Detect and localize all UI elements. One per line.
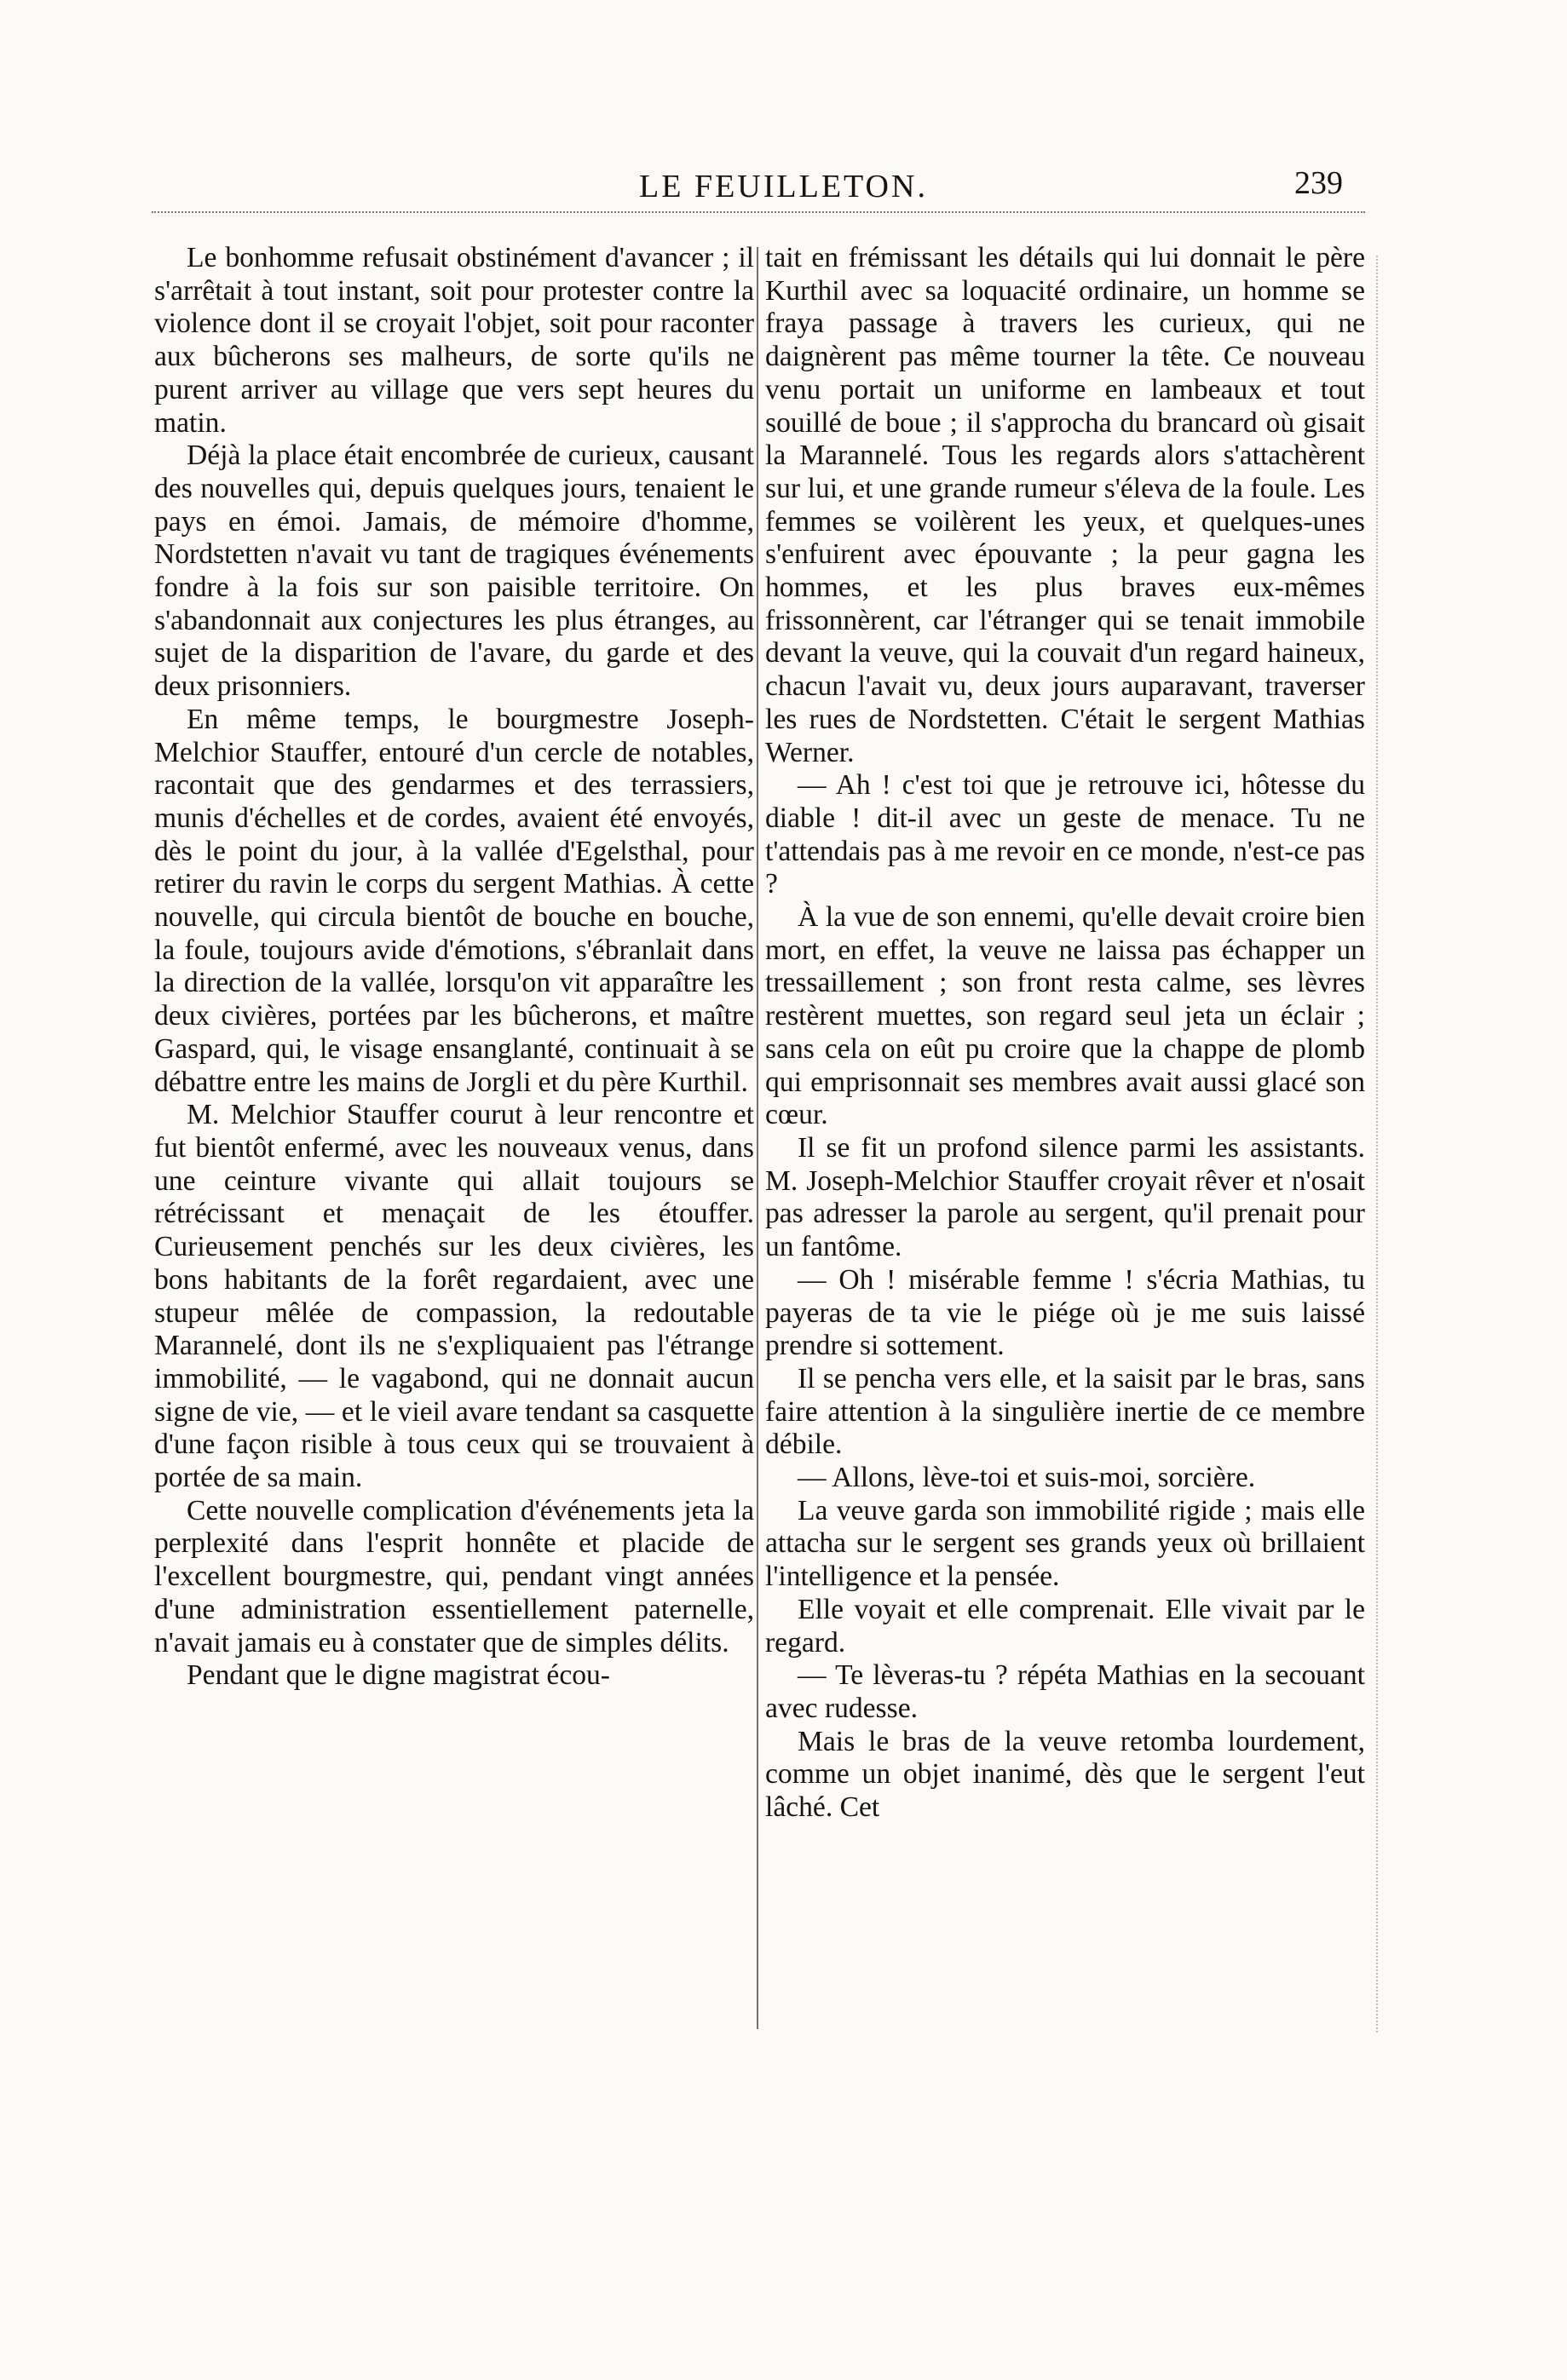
right-margin-rule [1376, 256, 1378, 2032]
header-rule [152, 211, 1365, 213]
paragraph: Il se fit un profond silence parmi les assistants. M. Joseph-Melchior Stauffer croyait rêver et n'osait pas adresser la parole au sergent, qu'il prenait pour un fantôme. [765, 1131, 1365, 1263]
running-head: LE FEUILLETON. [639, 169, 928, 204]
paragraph: À la vue de son ennemi, qu'elle devait croire bien mort, en effet, la veuve ne laissa pas échapper un tressaillement ; son front resta calme, ses lèvres restèrent muettes, son regard seul jeta un éclair ; sans cela on eût pu croire que la chappe de plomb qui emprisonnait ses membres avait aussi glacé son cœur. [765, 901, 1365, 1131]
paragraph: — Allons, lève-toi et suis-moi, sorcière. [798, 1462, 1256, 1494]
paragraph: Le bonhomme refusait obstinément d'avancer ; il s'arrêtait à tout instant, soit pour protester contre la violence dont il se croyait l'objet, soit pour raconter aux bûcherons ses malheurs, de sorte qu'ils ne purent arriver au village que vers sept heures du matin. [154, 242, 754, 439]
left-column [154, 242, 754, 1693]
paragraph: — Oh ! misérable femme ! s'écria Mathias, tu payeras de ta vie le piége où je me suis laissé prendre si sottement. [765, 1263, 1365, 1362]
right-column [765, 242, 1365, 1825]
paragraph: Il se pencha vers elle, et la saisit par le bras, sans faire attention à la singulière inertie de ce membre débile. [765, 1362, 1365, 1461]
column-divider [757, 247, 758, 2029]
paragraph: — Ah ! c'est toi que je retrouve ici, hôtesse du diable ! dit-il avec un geste de menace. Tu ne t'attendais pas à me revoir en ce monde, n'est-ce pas ? [765, 769, 1365, 900]
paragraph: Mais le bras de la veuve retomba lourdement, comme un objet inanimé, dès que le sergent l'eut lâché. Cet [765, 1725, 1365, 1824]
page-number: 239 [1294, 165, 1343, 201]
paragraph: Elle voyait et elle comprenait. Elle vivait par le regard. [765, 1593, 1365, 1659]
paragraph: M. Melchior Stauffer courut à leur rencontre et fut bientôt enfermé, avec les nouveaux venus, dans une ceinture vivante qui allait toujours se rétrécissant et menaçait de les étouffer. Curieusement penchés sur les deux civières, les bons habitants de la forêt regardaient, avec une stupeur mêlée de compassion, la redoutable Marannelé, dont ils ne s'expliquaient pas l'étrange immobilité, — le vagabond, qui ne donnait aucun signe de vie, — et le vieil avare tendant sa casquette d'une façon risible à tous ceux qui se trouvaient à portée de sa main. [154, 1099, 754, 1494]
paragraph: En même temps, le bourgmestre Joseph-Melchior Stauffer, entouré d'un cercle de notables, racontait que des gendarmes et des terrassiers, munis d'échelles et de cordes, avaient été envoyés, dès le point du jour, à la vallée d'Egelsthal, pour retirer du ravin le corps du sergent Mathias. À cette nouvelle, qui circula bientôt de bouche en bouche, la foule, toujours avide d'émotions, s'ébranlait dans la direction de la vallée, lorsqu'on vit apparaître les deux civières, portées par les bûcherons, et maître Gaspard, qui, le visage ensanglanté, continuait à se débattre entre les mains de Jorgli et du père Kurthil. [154, 703, 754, 1098]
paragraph: La veuve garda son immobilité rigide ; mais elle attacha sur le sergent ses grands yeux où brillaient l'intelligence et la pensée. [765, 1494, 1365, 1593]
paragraph: tait en frémissant les détails qui lui donnait le père Kurthil avec sa loquacité ordinaire, un homme se fraya passage à travers les curieux, qui ne daignèrent pas même tourner la tête. Ce nouveau venu portait un uniforme en lambeaux et tout souillé de boue ; il s'approcha du brancard où gisait la Marannelé. Tous les regards alors s'attachèrent sur lui, et une grande rumeur s'éleva de la foule. Les femmes se voilèrent les yeux, et quelques-unes s'enfuirent avec épouvante ; la peur gagna les hommes, et les plus braves eux-mêmes frissonnèrent, car l'étranger qui se tenait immobile devant la veuve, qui la couvait d'un regard haineux, chacun l'avait vu, deux jours auparavant, traverser les rues de Nordstetten. C'était le sergent Mathias Werner. [765, 242, 1365, 768]
paragraph: Cette nouvelle complication d'événements jeta la perplexité dans l'esprit honnête et placide de l'excellent bourgmestre, qui, pendant vingt années d'une administration essentiellement paternelle, n'avait jamais eu à constater que de simples délits. [154, 1494, 754, 1659]
paragraph: Pendant que le digne magistrat écou- [187, 1659, 610, 1692]
paragraph: Déjà la place était encombrée de curieux, causant des nouvelles qui, depuis quelques jours, tenaient le pays en émoi. Jamais, de mémoire d'homme, Nordstetten n'avait vu tant de tragiques événements fondre à la fois sur son paisible territoire. On s'abandonnait aux conjectures les plus étranges, au sujet de la disparition de l'avare, du garde et des deux prisonniers. [154, 440, 754, 703]
paragraph: — Te lèveras-tu ? répéta Mathias en la secouant avec rudesse. [765, 1659, 1365, 1724]
